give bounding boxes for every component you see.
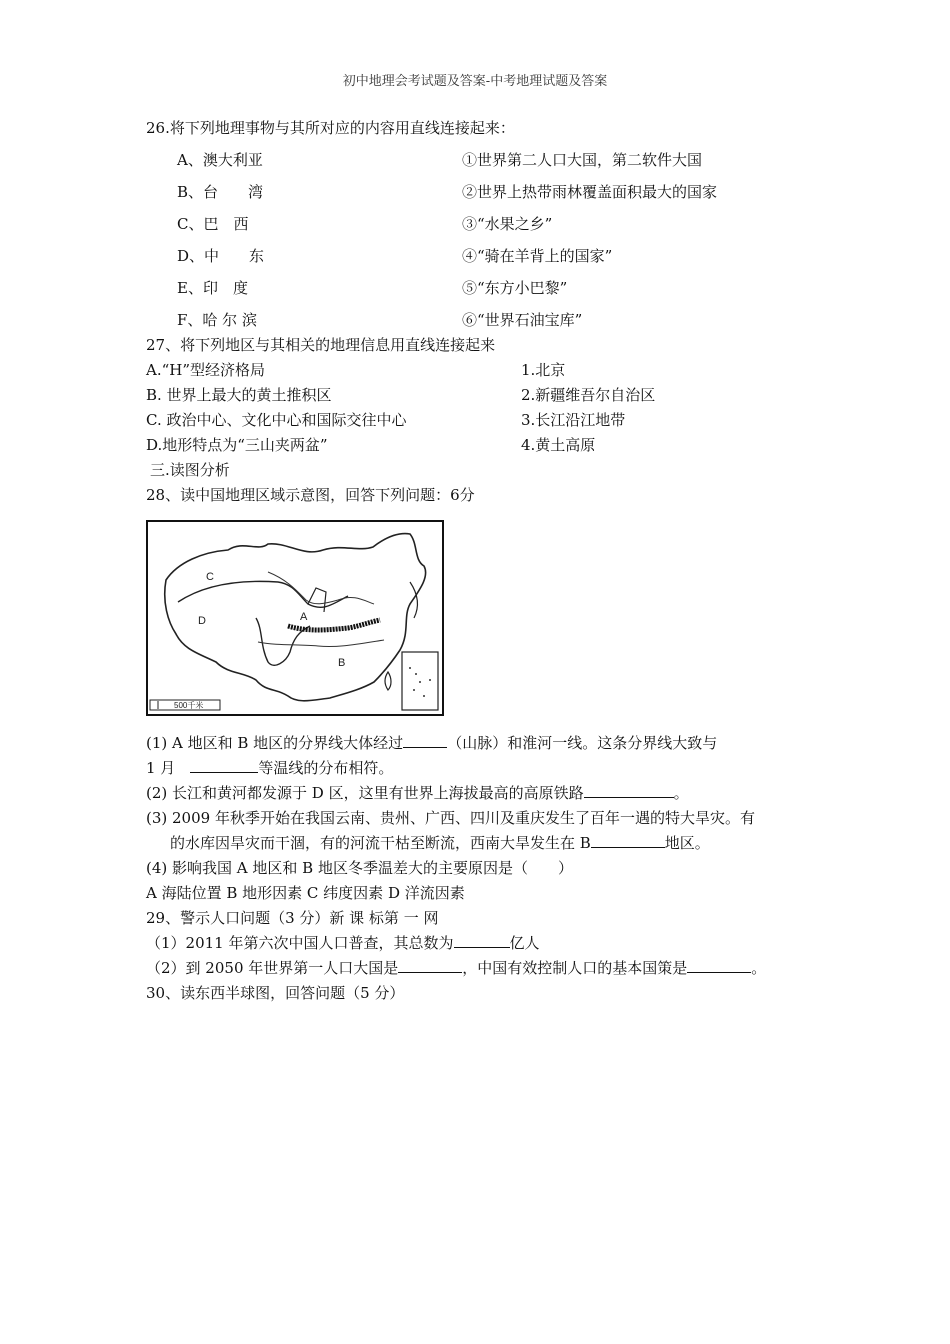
q28-part3-line1: (3) 2009 年秋季开始在我国云南、贵州、广西、四川及重庆发生了百年一遇的特大旱灾。有 xyxy=(146,809,755,827)
q26-left-item: F、哈 尔 滨 xyxy=(177,311,257,329)
q28-p2-pre: (2) 长江和黄河都发源于 D 区，这里有世界上海拔最高的高原铁路 xyxy=(146,784,584,802)
q26-left-item: E、印 度 xyxy=(177,279,248,297)
answer-blank-mountain[interactable] xyxy=(403,733,447,748)
q26-right-item: ②世界上热带雨林覆盖面积最大的国家 xyxy=(462,183,718,201)
q29-p1-pre: （1）2011 年第六次中国人口普查，其总数为 xyxy=(146,934,454,952)
q27-left-item: A.“H”型经济格局 xyxy=(146,361,266,379)
q27-right-item: 3.长江沿江地带 xyxy=(521,411,626,429)
q28-p1b-pre: 1 月 xyxy=(146,759,191,777)
region-label-a: A xyxy=(300,611,308,623)
q29-p2-post: 。 xyxy=(751,959,767,977)
scale-label: 500千米 xyxy=(174,701,204,710)
yellow-river xyxy=(268,572,374,604)
region-boundary-a xyxy=(308,588,326,612)
q29-title: 29、警示人口问题（3 分）新 课 标第 一 网 xyxy=(146,909,439,927)
q28-title: 28、读中国地理区域示意图，回答下列问题：6分 xyxy=(146,486,475,504)
q26-left-item: B、台 湾 xyxy=(177,183,264,201)
q28-options: A 海陆位置 B 地形因素 C 纬度因素 D 洋流因素 xyxy=(146,884,465,902)
q28-p3-pre: 的水库因旱灾而干涸，有的河流干枯至断流，西南大旱发生在 B xyxy=(170,834,591,852)
region-label-d: D xyxy=(198,615,206,627)
section-heading: 三.读图分析 xyxy=(150,461,230,479)
inset-islands xyxy=(409,667,431,697)
answer-blank-railway[interactable] xyxy=(584,783,674,798)
q28-part3-line2 xyxy=(170,833,710,853)
q28-part1-line2 xyxy=(146,758,393,778)
q29-part2 xyxy=(146,958,766,978)
q26-left-item: A、澳大利亚 xyxy=(177,151,263,169)
q29-part1 xyxy=(146,933,540,953)
answer-blank-population[interactable] xyxy=(454,933,510,948)
q28-part2 xyxy=(146,783,689,803)
q27-title: 27、将下列地区与其相关的地理信息用直线连接起来 xyxy=(146,336,496,354)
q28-p1a-pre: (1) A 地区和 B 地区的分界线大体经过 xyxy=(146,734,404,752)
answer-blank-country[interactable] xyxy=(398,958,462,973)
q26-left-item: D、中 东 xyxy=(177,247,265,265)
region-boundary-west xyxy=(256,618,310,665)
q30-title: 30、读东西半球图，回答问题（5 分） xyxy=(146,984,405,1002)
q28-p2-post: 。 xyxy=(673,784,689,802)
answer-blank-policy[interactable] xyxy=(687,958,751,973)
q26-title: 26.将下列地理事物与其所对应的内容用直线连接起来： xyxy=(146,119,515,137)
q28-part4: (4) 影响我国 A 地区和 B 地区冬季温差大的主要原因是（ ） xyxy=(146,859,573,877)
q28-p1a-post: （山脉）和淮河一线。这条分界线大致与 xyxy=(447,734,718,752)
page-header: 初中地理会考试题及答案-中考地理试题及答案 xyxy=(342,74,608,89)
q27-left-item: B. 世界上最大的黄土推积区 xyxy=(146,386,332,404)
region-label-c: C xyxy=(206,571,214,583)
q27-left-item: C. 政治中心、文化中心和国际交往中心 xyxy=(146,411,407,429)
q26-right-item: ④“骑在羊背上的国家” xyxy=(462,247,613,265)
china-region-map xyxy=(146,520,444,716)
q28-p3-post: 地区。 xyxy=(664,834,710,852)
q26-right-item: ③“水果之乡” xyxy=(462,215,553,233)
coast-east xyxy=(410,582,417,618)
yangtze-river xyxy=(258,640,384,647)
region-label-b: B xyxy=(338,657,346,669)
q27-right-item: 1.北京 xyxy=(521,361,566,379)
answer-blank-isotherm[interactable] xyxy=(190,758,258,773)
answer-blank-region[interactable] xyxy=(591,833,665,848)
q26-right-item: ⑤“东方小巴黎” xyxy=(462,279,568,297)
q28-part1-line1 xyxy=(146,733,717,753)
q27-right-item: 2.新疆维吾尔自治区 xyxy=(521,386,656,404)
q26-right-item: ①世界第二人口大国，第二软件大国 xyxy=(462,151,703,169)
q27-left-item: D.地形特点为“三山夹两盆” xyxy=(146,436,328,454)
q27-right-item: 4.黄土高原 xyxy=(521,436,596,454)
q29-p2-pre: （2）到 2050 年世界第一人口大国是 xyxy=(146,959,399,977)
q29-p1-post: 亿人 xyxy=(509,934,540,952)
taiwan-island xyxy=(385,672,391,690)
q28-p1b-post: 等温线的分布相符。 xyxy=(258,759,394,777)
q26-left-item: C、巴 西 xyxy=(177,215,249,233)
q29-p2-mid: ，中国有效控制人口的基本国策是 xyxy=(462,959,688,977)
q26-right-item: ⑥“世界石油宝库” xyxy=(462,311,583,329)
